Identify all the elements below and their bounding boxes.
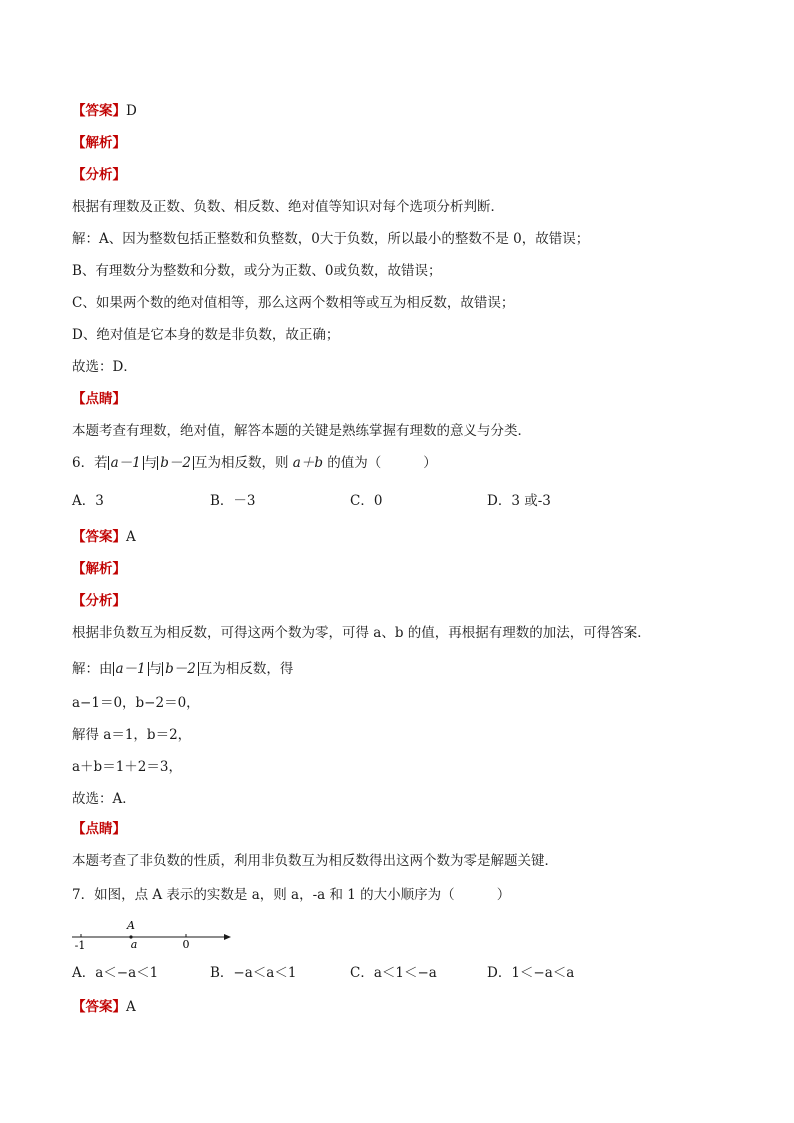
q6-stem xyxy=(72,454,437,472)
q6-sol-prefix: 解：由 xyxy=(72,661,113,677)
q5-dianjing-tag xyxy=(72,390,126,408)
q6-line3: a＋b＝1＋2＝3， xyxy=(72,759,182,775)
point-label-A: A xyxy=(127,919,135,932)
fenxi-tag: 【分析】 xyxy=(72,167,126,183)
q6-choose: 故选：A． xyxy=(72,791,136,807)
q6-option-b: B．－3 xyxy=(210,493,256,509)
q6-dianjing-text: 本题考查了非负数的性质，利用非负数互为相反数得出这两个数为零是解题关键． xyxy=(72,853,558,869)
q6-close: ） xyxy=(423,455,437,471)
answer-value: A xyxy=(126,529,136,545)
q7-option-a: A．a＜−a＜1 xyxy=(72,965,159,981)
fenxi-tag: 【分析】 xyxy=(72,593,126,609)
answer-tag: 【答案】 xyxy=(72,103,126,119)
analysis-tag: 【解析】 xyxy=(72,561,126,577)
q5-fenxi-tag xyxy=(72,166,126,184)
q6-option-a: A．3 xyxy=(72,493,104,509)
q5-solution-d: D、绝对值是它本身的数是非负数，故正确； xyxy=(72,327,340,343)
q6-fenxi-text: 根据非负数互为相反数，可得这两个数为零，可得 a、b 的值，再根据有理数的加法，可得答案． xyxy=(72,625,651,641)
q7-answer-line xyxy=(72,998,136,1016)
q5-analysis-tag xyxy=(72,134,126,152)
q6-solution-stem xyxy=(72,660,293,678)
tick-label-minus1: -1 xyxy=(74,939,86,952)
q6-sol-mid: 与 xyxy=(148,661,163,677)
answer-tag: 【答案】 xyxy=(72,529,126,545)
number-line-figure xyxy=(68,918,238,952)
dianjing-tag: 【点睛】 xyxy=(72,821,126,837)
q5-solution-c: C、如果两个数的绝对值相等，那么这两个数相等或互为相反数，故错误； xyxy=(72,295,515,311)
q6-answer-line xyxy=(72,528,136,546)
axis-arrow xyxy=(224,934,231,940)
q6-dianjing-tag xyxy=(72,820,126,838)
q6-abs-b: b－2 xyxy=(157,456,194,470)
q7-option-c: C．a＜1＜−a xyxy=(350,965,437,981)
q5-choose: 故选：D． xyxy=(72,359,137,375)
q6-sol-suffix: 互为相反数，得 xyxy=(198,661,294,677)
q6-abs-a: a－1 xyxy=(108,456,144,470)
q6-option-c: C．0 xyxy=(350,493,383,509)
q7-close: ） xyxy=(496,887,511,903)
dianjing-tag: 【点睛】 xyxy=(72,391,126,407)
q6-suffix2: 的值为（ xyxy=(322,455,382,471)
q7-stem-text: 7．如图，点 A 表示的实数是 a，则 a，-a 和 1 的大小顺序为（ xyxy=(72,887,455,903)
q6-fenxi-tag xyxy=(72,592,126,610)
q5-dianjing-text: 本题考查有理数，绝对值，解答本题的关键是熟练掌握有理数的意义与分类． xyxy=(72,423,531,439)
answer-tag: 【答案】 xyxy=(72,999,126,1015)
q6-mid: 与 xyxy=(143,455,158,471)
q5-fenxi-text: 根据有理数及正数、负数、相反数、绝对值等知识对每个选项分析判断． xyxy=(72,199,504,215)
q5-answer-line xyxy=(72,102,137,120)
q7-option-b: B．−a＜a＜1 xyxy=(210,965,297,981)
q6-analysis-tag xyxy=(72,560,126,578)
q7-option-d: D．1＜−a＜a xyxy=(487,965,575,981)
q5-solution-b: B、有理数分为整数和分数，或分为正数、0或负数，故错误； xyxy=(72,263,442,279)
q7-stem xyxy=(72,886,510,904)
analysis-tag: 【解析】 xyxy=(72,135,126,151)
tick-label-0: 0 xyxy=(182,938,190,951)
q6-suffix1: 互为相反数，则 xyxy=(193,455,293,471)
tick-label-a: a xyxy=(130,938,138,951)
q6-line1: a−1＝0，b−2＝0， xyxy=(72,695,200,711)
q5-solution-a: 解：A、因为整数包括正整数和负整数，0大于负数，所以最小的整数不是 0，故错误； xyxy=(72,231,590,247)
q6-option-d: D．3 或-3 xyxy=(487,493,551,509)
q6-sol-abs-a: a－1 xyxy=(113,662,149,676)
answer-value: D xyxy=(126,103,137,119)
q6-line2: 解得 a＝1，b＝2， xyxy=(72,727,192,743)
answer-value: A xyxy=(126,999,136,1015)
q6-expr: a＋b xyxy=(292,455,323,471)
q6-sol-abs-b: b－2 xyxy=(162,662,199,676)
q6-prefix: 6．若 xyxy=(72,455,108,471)
